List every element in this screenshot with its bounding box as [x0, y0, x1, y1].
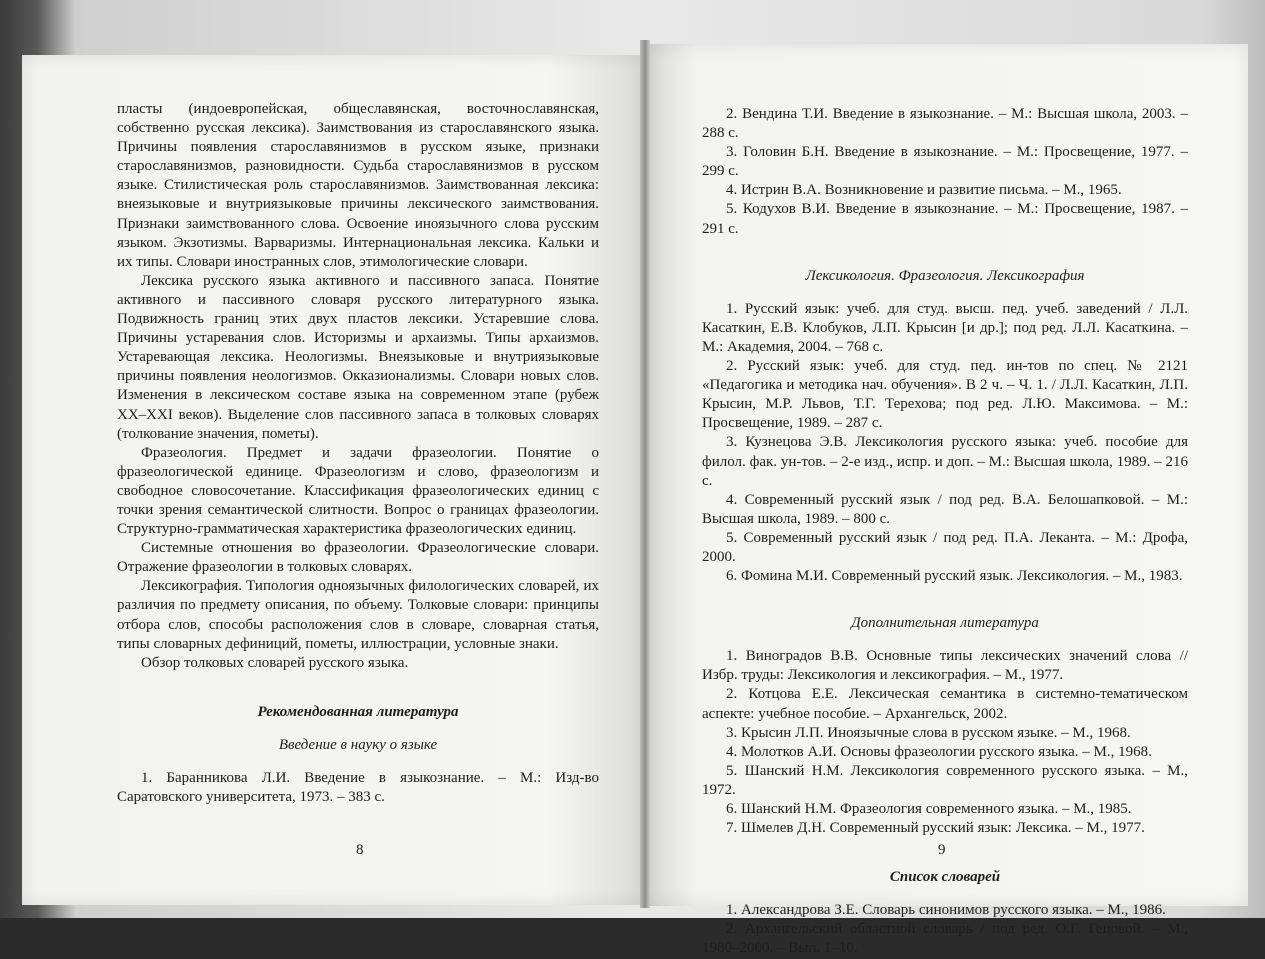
bibliography-item: 3. Крысин Л.П. Иноязычные слова в русском языке. – М., 1968.	[726, 724, 1131, 741]
bibliography-item: 4. Истрин В.А. Возникновение и развитие письма. – М., 1965.	[726, 182, 1122, 199]
bibliography-item: 1. Александрова З.Е. Словарь синонимов русского языка. – М., 1986.	[726, 902, 1166, 919]
section-heading-lexicology: Лексикология. Фразеология. Лексикография	[805, 267, 1085, 284]
bibliography-item: 4. Современный русский язык / под ред. В.А. Белошапковой. – М.: Высшая школа, 1989. – 800 с.	[702, 491, 1188, 527]
page-number-left: 8	[356, 842, 364, 858]
bibliography-item: 3. Головин Б.Н. Введение в языкознание. – М.: Просвещение, 1977. – 299 с.	[702, 144, 1188, 180]
bibliography-item: 2. Архангельский областной словарь / под ред. О.Г. Гецовой. – М., 1980–2000. – Вып. 1–10.	[702, 921, 1188, 957]
paragraph: Обзор толковых словарей русского языка.	[141, 654, 409, 671]
section-heading-intro: Введение в науку о языке	[278, 736, 438, 753]
bibliography-item: 2. Котцова Е.Е. Лексическая семантика в системно-тематическом аспекте: учебное пособие. – Архангельск, 2002.	[702, 686, 1188, 722]
section-heading-recommended: Рекомендованная литература	[257, 703, 459, 720]
section-heading-additional: Дополнительная литература	[851, 615, 1039, 632]
bibliography-item: 2. Русский язык: учеб. для студ. пед. ин-тов по спец. № 2121 «Педагогика и методика нач. обучения». В 2 ч. – Ч. 1. / Л.Л. Касаткин, Л.П. Крысин, М.Р. Львов, Т.Г. Терехова; под ред. Л.Ю. Максимова. – М.: Просвещение, 1989. – 287 с.	[702, 358, 1188, 432]
book-spine	[640, 40, 650, 908]
bibliography-item: 1. Русский язык: учеб. для студ. высш. пед. учеб. заведений / Л.Л. Касаткин, Е.В. Клобуков, Л.П. Крысин [и др.]; под ред. Л.Л. Касаткина. – М.: Академия, 2004. – 768 с.	[702, 300, 1188, 355]
bibliography-item: 3. Кузнецова Э.В. Лексикология русского языка: учеб. пособие для филол. фак. ун-тов. – 2-е изд., испр. и доп. – М.: Высшая школа, 1989. – 216 с.	[702, 434, 1188, 489]
bibliography-item: 5. Кодухов В.И. Введение в языкознание. – М.: Просвещение, 1987. – 291 с.	[702, 201, 1188, 237]
page-number-right: 9	[938, 842, 946, 858]
bibliography-item: 1. Баранникова Л.И. Введение в языкознание. – М.: Изд-во Саратовского университета, 1973. – 383 с.	[117, 770, 599, 806]
bibliography-item: 5. Шанский Н.М. Лексикология современного русского языка. – М., 1972.	[702, 762, 1188, 798]
paragraph: Фразеология. Предмет и задачи фразеологии. Понятие о фразеологической единице. Фразеологизм и слово, фразеологизм и свободное словосочетание. Классификация фразеологических единиц с точки зрения семантической слитности. Вопрос о границах фразеологии. Структурно-грамматическая характеристика фразеологических единиц.	[117, 444, 599, 538]
bibliography-item: 7. Шмелев Д.Н. Современный русский язык: Лексика. – М., 1977.	[726, 820, 1145, 837]
paragraph: Системные отношения во фразеологии. Фразеологические словари. Отражение фразеологии в толковых словарях.	[117, 540, 599, 576]
bibliography-item: 5. Современный русский язык / под ред. П.А. Леканта. – М.: Дрофа, 2000.	[702, 529, 1188, 565]
bibliography-item: 6. Шанский Н.М. Фразеология современного языка. – М., 1985.	[726, 801, 1132, 817]
paragraph: Лексика русского языка активного и пассивного запаса. Понятие активного и пассивного словаря русского литературного языка. Подвижность границ этих двух пластов лексики. Устаревшие слова. Причины устаревания слов. Историзмы и архаизмы. Типы архаизмов. Устаревающая лексика. Неологизмы. Внеязыковые и внутриязыковые причины появления неологизмов. Окказионализмы. Словари новых слов. Изменения в лексическом составе языка на современном этапе (рубеж XX–XXI веков). Выделение слов пассивного запаса в толковых словарях (толкование значения, пометы).	[117, 272, 599, 442]
paragraph: пласты (индоевропейская, общеславянская, восточнославянская, собственно русская лексика). Заимствования из старославянского языка. Причины появления старославянизмов в русском языке, признаки старославянизмов, разновидности. Судьба старославянизмов в русском языке. Стилистическая роль старославянизмов. Заимствованная лексика: внеязыковые и внутриязыковые причины лексического заимствования. Признаки заимствованного слова. Освоение иноязычного слова русским языком. Экзотизмы. Варваризмы. Интернациональная лексика. Кальки и их типы. Словари иностранных слов, этимологические словари.	[117, 101, 599, 270]
right-page-text	[702, 105, 1188, 959]
section-heading-dictionaries: Список словарей	[889, 869, 1001, 886]
bibliography-item: 1. Виноградов В.В. Основные типы лексических значений слова // Избр. труды: Лексикология и лексикография. – М., 1977.	[702, 648, 1188, 684]
bibliography-item: 2. Вендина Т.И. Введение в языкознание. – М.: Высшая школа, 2003. – 288 с.	[702, 106, 1188, 142]
paragraph: Лексикография. Типология одноязычных филологических словарей, их различия по предмету описания, по объему. Толковые словари: принципы отбора слов, способы расположения слов в словаре, словарная статья, типы словарных дефиниций, пометы, иллюстрации, условные знаки.	[117, 578, 599, 652]
bibliography-item: 6. Фомина М.И. Современный русский язык. Лексикология. – М., 1983.	[726, 568, 1183, 585]
left-page-text	[117, 100, 599, 807]
bibliography-item: 4. Молотков А.И. Основы фразеологии русского языка. – М., 1968.	[726, 743, 1152, 760]
